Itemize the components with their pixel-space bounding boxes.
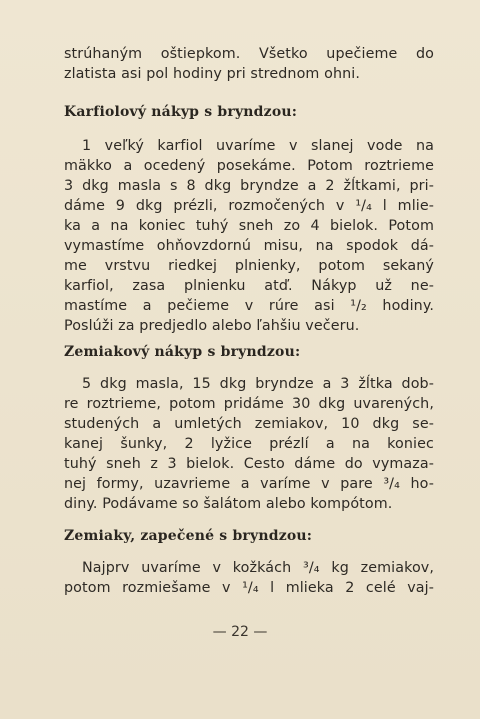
text-line: 5 dkg masla, 15 dkg bryndze a 3 žĺtka dob- xyxy=(82,376,434,392)
text-line: me vrstvu riedkej plnienky, potom sekaný xyxy=(64,258,434,274)
text-line: studených a umletých zemiakov, 10 dkg se- xyxy=(64,416,434,432)
page-number: — 22 — xyxy=(212,624,268,640)
intro-paragraph xyxy=(64,44,434,84)
section-heading-karfiol: Karfiolový nákyp s bryndzou: xyxy=(64,104,298,120)
section-heading-zemiakovy: Zemiakový nákyp s bryndzou: xyxy=(64,344,301,360)
text-line: 3 dkg masla s 8 dkg bryndze a 2 žĺtkami, pri- xyxy=(64,178,434,194)
text-line: ka a na koniec tuhý sneh zo 4 bielok. Potom xyxy=(64,218,434,234)
text-line: tuhý sneh z 3 bielok. Cesto dáme do vymaza- xyxy=(64,456,434,472)
text-line: diny. Podávame so šalátom alebo kompótom. xyxy=(64,496,393,512)
section-heading-zemiaky: Zemiaky, zapečené s bryndzou: xyxy=(64,528,313,544)
paragraph-zemiaky xyxy=(64,558,434,598)
text-line: vymastíme ohňovzdornú misu, na spodok dá- xyxy=(64,238,434,254)
text-line: potom rozmiešame v ¹/₄ l mlieka 2 celé vaj- xyxy=(64,580,434,596)
text-line: kanej šunky, 2 lyžice prézlí a na koniec xyxy=(64,436,434,452)
text-line: dáme 9 dkg prézli, rozmočených v ¹/₄ l mlie- xyxy=(64,198,434,214)
text-line: mäkko a ocedený posekáme. Potom roztrieme xyxy=(64,158,434,174)
paragraph-karfiol xyxy=(64,136,434,336)
text-line: Poslúži za predjedlo alebo ľahšiu večeru. xyxy=(64,318,360,334)
text-line: re roztrieme, potom pridáme 30 dkg uvarených, xyxy=(64,396,434,412)
text-line: strúhaným oštiepkom. Všetko upečieme do xyxy=(64,46,434,62)
text-line: 1 veľký karfiol uvaríme v slanej vode na xyxy=(82,138,434,154)
text-line: karfiol, zasa plnienku atď. Nákyp už ne- xyxy=(64,278,434,294)
text-line: zlatista asi pol hodiny pri strednom ohni. xyxy=(64,66,360,82)
text-line: Najprv uvaríme v kožkách ³/₄ kg zemiakov, xyxy=(82,560,434,576)
text-line: mastíme a pečieme v rúre asi ¹/₂ hodiny. xyxy=(64,298,434,314)
paragraph-zemiakovy xyxy=(64,374,434,514)
text-line: nej formy, uzavrieme a varíme v pare ³/₄ ho- xyxy=(64,476,434,492)
